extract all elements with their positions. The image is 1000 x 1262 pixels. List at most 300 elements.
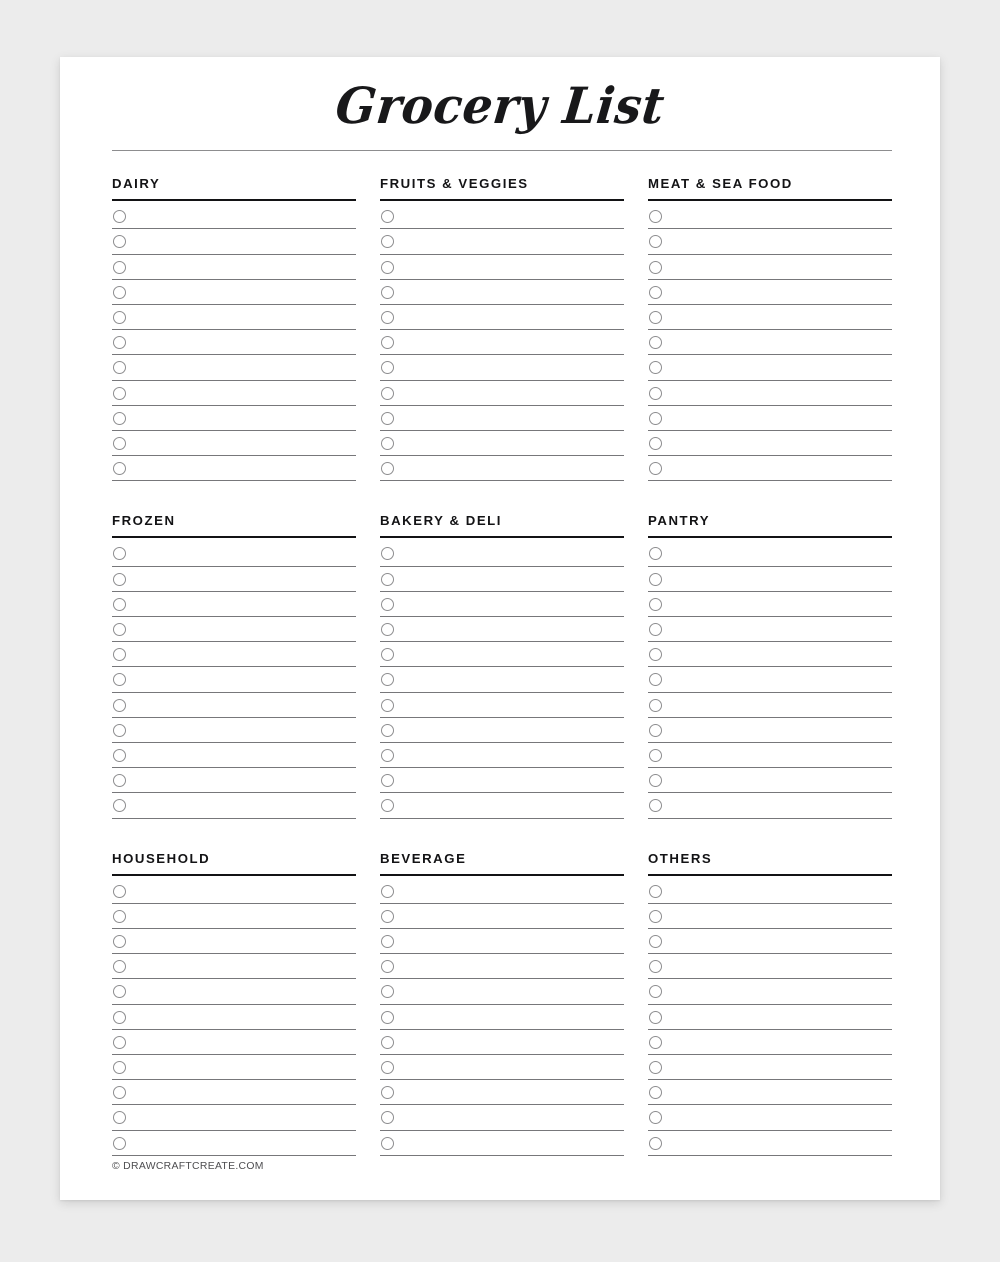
checkbox-circle-icon[interactable] — [649, 1086, 662, 1099]
checkbox-circle-icon[interactable] — [381, 235, 394, 248]
checkbox-circle-icon[interactable] — [649, 774, 662, 787]
write-in-line[interactable] — [648, 641, 892, 642]
list-item[interactable] — [380, 931, 624, 956]
write-in-line[interactable] — [648, 455, 892, 456]
list-item[interactable] — [112, 458, 356, 483]
write-in-line[interactable] — [380, 329, 624, 330]
checkbox-circle-icon[interactable] — [649, 910, 662, 923]
write-in-line[interactable] — [112, 380, 356, 381]
checkbox-circle-icon[interactable] — [381, 210, 394, 223]
page-title: Grocery List — [332, 77, 668, 136]
write-in-line[interactable] — [380, 818, 624, 819]
list-item[interactable] — [112, 307, 356, 332]
write-in-line[interactable] — [112, 903, 356, 904]
list-item[interactable] — [648, 433, 892, 458]
checkbox-circle-icon[interactable] — [113, 361, 126, 374]
checkbox-circle-icon[interactable] — [649, 799, 662, 812]
checkbox-circle-icon[interactable] — [381, 910, 394, 923]
write-in-line[interactable] — [648, 1104, 892, 1105]
list-item[interactable] — [648, 1057, 892, 1082]
write-in-line[interactable] — [648, 1029, 892, 1030]
checkbox-circle-icon[interactable] — [649, 311, 662, 324]
write-in-line[interactable] — [112, 1104, 356, 1105]
write-in-line[interactable] — [380, 953, 624, 954]
checkbox-circle-icon[interactable] — [381, 1111, 394, 1124]
checkbox-circle-icon[interactable] — [381, 286, 394, 299]
list-item[interactable] — [648, 956, 892, 981]
checkbox-circle-icon[interactable] — [649, 960, 662, 973]
checkbox-circle-icon[interactable] — [381, 311, 394, 324]
list-item[interactable] — [648, 931, 892, 956]
list-item[interactable] — [380, 458, 624, 483]
list-item[interactable] — [112, 669, 356, 694]
write-in-line[interactable] — [112, 666, 356, 667]
list-item[interactable] — [380, 619, 624, 644]
list-item[interactable] — [648, 594, 892, 619]
list-item[interactable] — [648, 720, 892, 745]
list-item[interactable] — [380, 408, 624, 433]
checkbox-circle-icon[interactable] — [113, 547, 126, 560]
checkbox-circle-icon[interactable] — [113, 985, 126, 998]
write-in-line[interactable] — [112, 978, 356, 979]
write-in-line[interactable] — [380, 717, 624, 718]
list-item[interactable] — [648, 619, 892, 644]
list-item[interactable] — [380, 594, 624, 619]
list-item[interactable] — [648, 1107, 892, 1132]
write-in-line[interactable] — [112, 953, 356, 954]
checkbox-circle-icon[interactable] — [381, 437, 394, 450]
checkbox-circle-icon[interactable] — [113, 623, 126, 636]
checkbox-circle-icon[interactable] — [649, 623, 662, 636]
list-item[interactable] — [380, 1032, 624, 1057]
checkbox-circle-icon[interactable] — [113, 311, 126, 324]
write-in-line[interactable] — [112, 455, 356, 456]
list-item[interactable] — [112, 1057, 356, 1082]
list-item[interactable] — [648, 383, 892, 408]
list-item[interactable] — [380, 257, 624, 282]
write-in-line[interactable] — [112, 430, 356, 431]
write-in-line[interactable] — [648, 742, 892, 743]
write-in-line[interactable] — [648, 228, 892, 229]
list-item[interactable] — [112, 357, 356, 382]
write-in-line[interactable] — [380, 430, 624, 431]
checkbox-circle-icon[interactable] — [381, 361, 394, 374]
write-in-line[interactable] — [380, 279, 624, 280]
write-in-line[interactable] — [648, 254, 892, 255]
list-item[interactable] — [648, 1082, 892, 1107]
checkbox-circle-icon[interactable] — [381, 935, 394, 948]
write-in-line[interactable] — [648, 692, 892, 693]
checkbox-circle-icon[interactable] — [381, 724, 394, 737]
list-item[interactable] — [380, 981, 624, 1006]
list-item[interactable] — [648, 644, 892, 669]
checkbox-circle-icon[interactable] — [649, 547, 662, 560]
write-in-line[interactable] — [648, 928, 892, 929]
list-item[interactable] — [380, 1133, 624, 1158]
write-in-line[interactable] — [112, 1155, 356, 1156]
checkbox-circle-icon[interactable] — [381, 699, 394, 712]
write-in-line[interactable] — [112, 616, 356, 617]
write-in-line[interactable] — [380, 304, 624, 305]
checkbox-circle-icon[interactable] — [649, 437, 662, 450]
write-in-line[interactable] — [380, 1054, 624, 1055]
checkbox-circle-icon[interactable] — [113, 235, 126, 248]
list-item[interactable] — [380, 332, 624, 357]
write-in-line[interactable] — [648, 380, 892, 381]
checkbox-circle-icon[interactable] — [649, 1061, 662, 1074]
list-item[interactable] — [112, 206, 356, 231]
write-in-line[interactable] — [380, 405, 624, 406]
write-in-line[interactable] — [648, 354, 892, 355]
checkbox-circle-icon[interactable] — [113, 699, 126, 712]
write-in-line[interactable] — [648, 1054, 892, 1055]
write-in-line[interactable] — [648, 1079, 892, 1080]
list-item[interactable] — [380, 433, 624, 458]
checkbox-circle-icon[interactable] — [113, 598, 126, 611]
write-in-line[interactable] — [112, 1029, 356, 1030]
list-item[interactable] — [648, 1007, 892, 1032]
checkbox-circle-icon[interactable] — [649, 462, 662, 475]
write-in-line[interactable] — [112, 742, 356, 743]
write-in-line[interactable] — [648, 480, 892, 481]
write-in-line[interactable] — [380, 792, 624, 793]
list-item[interactable] — [648, 795, 892, 820]
checkbox-circle-icon[interactable] — [113, 910, 126, 923]
list-item[interactable] — [112, 644, 356, 669]
write-in-line[interactable] — [648, 329, 892, 330]
write-in-line[interactable] — [112, 329, 356, 330]
write-in-line[interactable] — [112, 480, 356, 481]
section-row-list — [648, 543, 892, 820]
checkbox-circle-icon[interactable] — [381, 960, 394, 973]
list-item[interactable] — [112, 594, 356, 619]
write-in-line[interactable] — [112, 1079, 356, 1080]
list-item[interactable] — [648, 282, 892, 307]
list-item[interactable] — [648, 770, 892, 795]
checkbox-circle-icon[interactable] — [649, 985, 662, 998]
list-item[interactable] — [380, 1082, 624, 1107]
write-in-line[interactable] — [112, 591, 356, 592]
checkbox-circle-icon[interactable] — [113, 673, 126, 686]
write-in-line[interactable] — [112, 1130, 356, 1131]
list-item[interactable] — [380, 881, 624, 906]
list-item[interactable] — [648, 231, 892, 256]
list-item[interactable] — [112, 408, 356, 433]
checkbox-circle-icon[interactable] — [113, 1137, 126, 1150]
write-in-line[interactable] — [380, 254, 624, 255]
write-in-line[interactable] — [380, 1079, 624, 1080]
list-item[interactable] — [112, 569, 356, 594]
checkbox-circle-icon[interactable] — [381, 885, 394, 898]
checkbox-circle-icon[interactable] — [649, 387, 662, 400]
write-in-line[interactable] — [380, 380, 624, 381]
list-item[interactable] — [112, 433, 356, 458]
list-item[interactable] — [648, 569, 892, 594]
write-in-line[interactable] — [380, 978, 624, 979]
list-item[interactable] — [112, 795, 356, 820]
write-in-line[interactable] — [648, 616, 892, 617]
checkbox-circle-icon[interactable] — [113, 1111, 126, 1124]
list-item[interactable] — [112, 695, 356, 720]
list-item[interactable] — [112, 1082, 356, 1107]
list-item[interactable] — [380, 745, 624, 770]
list-item[interactable] — [380, 669, 624, 694]
checkbox-circle-icon[interactable] — [113, 387, 126, 400]
list-item[interactable] — [380, 1107, 624, 1132]
write-in-line[interactable] — [648, 1004, 892, 1005]
checkbox-circle-icon[interactable] — [649, 210, 662, 223]
write-in-line[interactable] — [648, 953, 892, 954]
list-item[interactable] — [112, 981, 356, 1006]
list-item[interactable] — [380, 282, 624, 307]
list-item[interactable] — [112, 282, 356, 307]
checkbox-circle-icon[interactable] — [649, 724, 662, 737]
checkbox-circle-icon[interactable] — [113, 774, 126, 787]
write-in-line[interactable] — [380, 1104, 624, 1105]
write-in-line[interactable] — [112, 566, 356, 567]
checkbox-circle-icon[interactable] — [113, 412, 126, 425]
checkbox-circle-icon[interactable] — [649, 1011, 662, 1024]
checkbox-circle-icon[interactable] — [113, 749, 126, 762]
list-item[interactable] — [112, 332, 356, 357]
list-item[interactable] — [380, 770, 624, 795]
checkbox-circle-icon[interactable] — [649, 935, 662, 948]
write-in-line[interactable] — [380, 566, 624, 567]
write-in-line[interactable] — [112, 641, 356, 642]
checkbox-circle-icon[interactable] — [381, 573, 394, 586]
checkbox-circle-icon[interactable] — [649, 261, 662, 274]
list-item[interactable] — [648, 458, 892, 483]
write-in-line[interactable] — [112, 1004, 356, 1005]
list-item[interactable] — [380, 231, 624, 256]
checkbox-circle-icon[interactable] — [381, 1086, 394, 1099]
checkbox-circle-icon[interactable] — [113, 724, 126, 737]
write-in-line[interactable] — [112, 818, 356, 819]
checkbox-circle-icon[interactable] — [649, 573, 662, 586]
write-in-line[interactable] — [648, 818, 892, 819]
list-item[interactable] — [380, 569, 624, 594]
write-in-line[interactable] — [112, 405, 356, 406]
checkbox-circle-icon[interactable] — [113, 885, 126, 898]
checkbox-circle-icon[interactable] — [649, 1111, 662, 1124]
checkbox-circle-icon[interactable] — [649, 286, 662, 299]
checkbox-circle-icon[interactable] — [381, 749, 394, 762]
checkbox-circle-icon[interactable] — [381, 1011, 394, 1024]
list-item[interactable] — [648, 881, 892, 906]
list-item[interactable] — [112, 881, 356, 906]
write-in-line[interactable] — [648, 279, 892, 280]
write-in-line[interactable] — [380, 1130, 624, 1131]
list-item[interactable] — [380, 644, 624, 669]
checkbox-circle-icon[interactable] — [113, 462, 126, 475]
checkbox-circle-icon[interactable] — [381, 985, 394, 998]
checkbox-circle-icon[interactable] — [381, 673, 394, 686]
write-in-line[interactable] — [380, 1004, 624, 1005]
checkbox-circle-icon[interactable] — [381, 1137, 394, 1150]
list-item[interactable] — [648, 981, 892, 1006]
write-in-line[interactable] — [112, 692, 356, 693]
write-in-line[interactable] — [380, 228, 624, 229]
checkbox-circle-icon[interactable] — [113, 935, 126, 948]
write-in-line[interactable] — [648, 591, 892, 592]
write-in-line[interactable] — [380, 742, 624, 743]
list-item[interactable] — [380, 1007, 624, 1032]
list-item[interactable] — [112, 257, 356, 282]
list-item[interactable] — [112, 383, 356, 408]
checkbox-circle-icon[interactable] — [113, 1061, 126, 1074]
checkbox-circle-icon[interactable] — [381, 1061, 394, 1074]
checkbox-circle-icon[interactable] — [113, 573, 126, 586]
checkbox-circle-icon[interactable] — [649, 699, 662, 712]
list-item[interactable] — [648, 408, 892, 433]
checkbox-circle-icon[interactable] — [649, 361, 662, 374]
write-in-line[interactable] — [380, 692, 624, 693]
list-item[interactable] — [648, 1032, 892, 1057]
write-in-line[interactable] — [648, 666, 892, 667]
write-in-line[interactable] — [648, 1130, 892, 1131]
list-item[interactable] — [380, 357, 624, 382]
checkbox-circle-icon[interactable] — [381, 799, 394, 812]
checkbox-circle-icon[interactable] — [381, 462, 394, 475]
list-item[interactable] — [380, 307, 624, 332]
list-item[interactable] — [648, 357, 892, 382]
write-in-line[interactable] — [112, 279, 356, 280]
checkbox-circle-icon[interactable] — [381, 648, 394, 661]
write-in-line[interactable] — [112, 254, 356, 255]
write-in-line[interactable] — [112, 717, 356, 718]
list-item[interactable] — [380, 695, 624, 720]
checkbox-circle-icon[interactable] — [649, 1036, 662, 1049]
write-in-line[interactable] — [112, 304, 356, 305]
write-in-line[interactable] — [648, 566, 892, 567]
write-in-line[interactable] — [112, 928, 356, 929]
write-in-line[interactable] — [380, 480, 624, 481]
checkbox-circle-icon[interactable] — [113, 336, 126, 349]
list-item[interactable] — [648, 543, 892, 568]
list-item[interactable] — [112, 1032, 356, 1057]
write-in-line[interactable] — [648, 978, 892, 979]
write-in-line[interactable] — [380, 354, 624, 355]
write-in-line[interactable] — [648, 1155, 892, 1156]
checkbox-circle-icon[interactable] — [649, 235, 662, 248]
checkbox-circle-icon[interactable] — [381, 547, 394, 560]
list-item[interactable] — [112, 619, 356, 644]
checkbox-circle-icon[interactable] — [113, 648, 126, 661]
checkbox-circle-icon[interactable] — [381, 336, 394, 349]
write-in-line[interactable] — [112, 767, 356, 768]
checkbox-circle-icon[interactable] — [113, 1011, 126, 1024]
list-item[interactable] — [380, 795, 624, 820]
checkbox-circle-icon[interactable] — [113, 286, 126, 299]
checkbox-circle-icon[interactable] — [113, 437, 126, 450]
list-item[interactable] — [112, 1007, 356, 1032]
write-in-line[interactable] — [648, 717, 892, 718]
list-item[interactable] — [112, 231, 356, 256]
write-in-line[interactable] — [112, 1054, 356, 1055]
list-item[interactable] — [112, 770, 356, 795]
list-item[interactable] — [112, 745, 356, 770]
write-in-line[interactable] — [380, 903, 624, 904]
write-in-line[interactable] — [380, 666, 624, 667]
write-in-line[interactable] — [648, 304, 892, 305]
checkbox-circle-icon[interactable] — [381, 598, 394, 611]
write-in-line[interactable] — [380, 1155, 624, 1156]
checkbox-circle-icon[interactable] — [649, 1137, 662, 1150]
checkbox-circle-icon[interactable] — [381, 623, 394, 636]
list-item[interactable] — [648, 745, 892, 770]
checkbox-circle-icon[interactable] — [113, 1036, 126, 1049]
write-in-line[interactable] — [648, 430, 892, 431]
list-item[interactable] — [112, 1133, 356, 1158]
checkbox-circle-icon[interactable] — [649, 648, 662, 661]
write-in-line[interactable] — [380, 928, 624, 929]
write-in-line[interactable] — [112, 792, 356, 793]
list-item[interactable] — [648, 1133, 892, 1158]
checkbox-circle-icon[interactable] — [113, 960, 126, 973]
checkbox-circle-icon[interactable] — [649, 336, 662, 349]
list-item[interactable] — [648, 332, 892, 357]
list-item[interactable] — [648, 695, 892, 720]
checkbox-circle-icon[interactable] — [381, 387, 394, 400]
list-item[interactable] — [112, 906, 356, 931]
checkbox-circle-icon[interactable] — [649, 598, 662, 611]
list-item[interactable] — [380, 206, 624, 231]
write-in-line[interactable] — [380, 767, 624, 768]
write-in-line[interactable] — [112, 228, 356, 229]
write-in-line[interactable] — [648, 767, 892, 768]
list-item[interactable] — [648, 906, 892, 931]
checkbox-circle-icon[interactable] — [113, 210, 126, 223]
list-item[interactable] — [380, 906, 624, 931]
write-in-line[interactable] — [648, 903, 892, 904]
write-in-line[interactable] — [380, 591, 624, 592]
section-header-label: FRUITS & VEGGIES — [380, 176, 529, 191]
checkbox-circle-icon[interactable] — [649, 885, 662, 898]
list-item[interactable] — [648, 257, 892, 282]
list-item[interactable] — [380, 720, 624, 745]
checkbox-circle-icon[interactable] — [381, 1036, 394, 1049]
checkbox-circle-icon[interactable] — [649, 749, 662, 762]
write-in-line[interactable] — [380, 1029, 624, 1030]
write-in-line[interactable] — [648, 792, 892, 793]
list-item[interactable] — [380, 1057, 624, 1082]
checkbox-circle-icon[interactable] — [649, 673, 662, 686]
list-item[interactable] — [380, 956, 624, 981]
write-in-line[interactable] — [648, 405, 892, 406]
list-item[interactable] — [648, 307, 892, 332]
checkbox-circle-icon[interactable] — [649, 412, 662, 425]
checkbox-circle-icon[interactable] — [381, 412, 394, 425]
list-item[interactable] — [112, 543, 356, 568]
checkbox-circle-icon[interactable] — [113, 799, 126, 812]
list-item[interactable] — [648, 206, 892, 231]
checkbox-circle-icon[interactable] — [381, 774, 394, 787]
write-in-line[interactable] — [380, 641, 624, 642]
list-item[interactable] — [380, 383, 624, 408]
list-item[interactable] — [112, 931, 356, 956]
list-item[interactable] — [112, 720, 356, 745]
write-in-line[interactable] — [380, 616, 624, 617]
list-item[interactable] — [112, 956, 356, 981]
write-in-line[interactable] — [380, 455, 624, 456]
list-item[interactable] — [648, 669, 892, 694]
checkbox-circle-icon[interactable] — [113, 261, 126, 274]
list-item[interactable] — [380, 543, 624, 568]
write-in-line[interactable] — [112, 354, 356, 355]
checkbox-circle-icon[interactable] — [113, 1086, 126, 1099]
checkbox-circle-icon[interactable] — [381, 261, 394, 274]
list-item[interactable] — [112, 1107, 356, 1132]
